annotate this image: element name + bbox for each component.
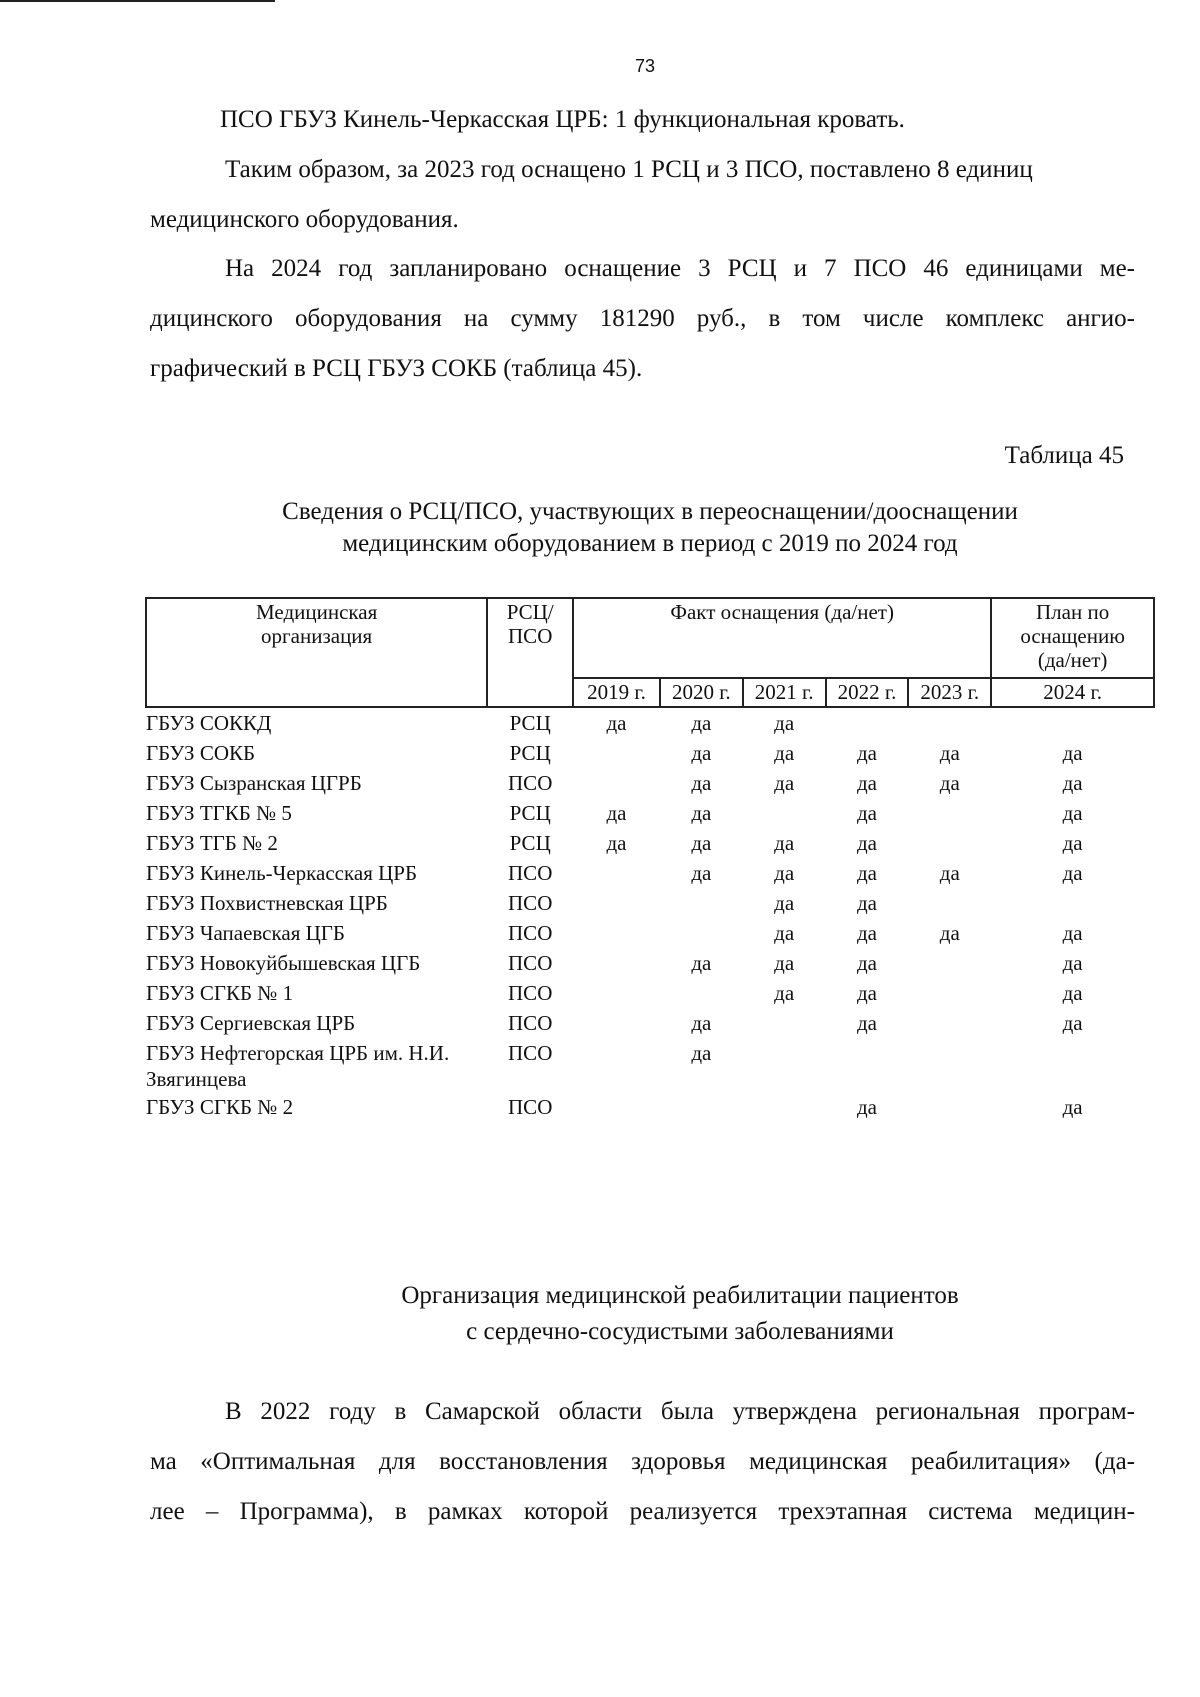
value-cell: да bbox=[856, 861, 877, 885]
value-cell bbox=[573, 948, 660, 978]
value-cell bbox=[743, 1038, 826, 1092]
value-cell: да bbox=[691, 741, 712, 765]
value-cell: да bbox=[939, 741, 960, 765]
table-row bbox=[146, 738, 1154, 768]
value-cell bbox=[573, 858, 660, 888]
value-cell bbox=[908, 888, 991, 918]
value-cell: да bbox=[691, 801, 712, 825]
value-cell: да bbox=[606, 711, 627, 735]
value-cell bbox=[573, 1008, 660, 1038]
table-row bbox=[146, 978, 1154, 1008]
value-cell bbox=[743, 1092, 826, 1122]
value-cell: да bbox=[774, 891, 795, 915]
header-year: 2020 г. bbox=[660, 678, 743, 707]
org-cell: ГБУЗ ТГКБ № 5 bbox=[146, 801, 292, 825]
value-cell: да bbox=[939, 861, 960, 885]
header-fact: Факт оснащения (да/нет) bbox=[573, 598, 991, 678]
value-cell: да bbox=[1062, 831, 1083, 855]
value-cell: да bbox=[856, 981, 877, 1005]
value-cell bbox=[660, 888, 743, 918]
paragraph-line: В 2022 году в Самарской области была утверждена региональная програм- bbox=[225, 1398, 1135, 1425]
table-title: Сведения о РСЦ/ПСО, участвующих в переоснащении/дооснащении медицинским оборудованием в период с 2019 по 2024 год bbox=[282, 498, 1018, 557]
value-cell bbox=[991, 1038, 1154, 1092]
value-cell: да bbox=[856, 771, 877, 795]
value-cell bbox=[573, 918, 660, 948]
paragraph-line: графический в РСЦ ГБУЗ СОКБ (таблица 45). bbox=[150, 355, 643, 382]
table-row bbox=[146, 828, 1154, 858]
value-cell: да bbox=[774, 951, 795, 975]
value-cell: да bbox=[691, 1041, 712, 1065]
value-cell bbox=[573, 1092, 660, 1122]
org-cell: ГБУЗ Сызранская ЦГРБ bbox=[146, 771, 362, 795]
value-cell: да bbox=[1062, 951, 1083, 975]
value-cell bbox=[908, 798, 991, 828]
value-cell bbox=[991, 707, 1154, 738]
paragraph-line: На 2024 год запланировано оснащение 3 РСЦ и 7 ПСО 46 единицами ме- bbox=[225, 255, 1135, 282]
value-cell: да bbox=[774, 981, 795, 1005]
type-cell: РСЦ bbox=[509, 831, 551, 855]
table-label: Таблица 45 bbox=[1004, 442, 1124, 469]
value-cell bbox=[826, 1038, 909, 1092]
table-row bbox=[146, 1038, 1154, 1092]
value-cell bbox=[743, 1008, 826, 1038]
org-cell: ГБУЗ Похвистневская ЦРБ bbox=[146, 891, 388, 915]
org-cell: ГБУЗ Нефтегорская ЦРБ им. Н.И. Звягинцева bbox=[146, 1041, 450, 1091]
value-cell bbox=[908, 1092, 991, 1122]
value-cell bbox=[908, 707, 991, 738]
type-cell: ПСО bbox=[508, 891, 553, 915]
value-cell: да bbox=[939, 771, 960, 795]
type-cell: ПСО bbox=[508, 1041, 553, 1065]
value-cell: да bbox=[691, 951, 712, 975]
value-cell bbox=[826, 707, 909, 738]
value-cell: да bbox=[856, 951, 877, 975]
value-cell bbox=[908, 978, 991, 1008]
value-cell: да bbox=[606, 831, 627, 855]
value-cell: да bbox=[1062, 741, 1083, 765]
value-cell: да bbox=[1062, 981, 1083, 1005]
org-cell: ГБУЗ Чапаевская ЦГБ bbox=[146, 921, 345, 945]
value-cell: да bbox=[691, 1011, 712, 1035]
org-cell: ГБУЗ СОККД bbox=[146, 711, 272, 735]
paragraph-line: дицинского оборудования на сумму 181290 руб., в том числе комплекс ангио- bbox=[150, 305, 1135, 332]
type-cell: РСЦ bbox=[509, 801, 551, 825]
value-cell bbox=[991, 888, 1154, 918]
header-year: 2021 г. bbox=[743, 678, 826, 707]
paragraph-line: Таким образом, за 2023 год оснащено 1 РСЦ и 3 ПСО, поставлено 8 единиц bbox=[225, 156, 1033, 183]
value-cell bbox=[573, 1038, 660, 1092]
value-cell: да bbox=[856, 1095, 877, 1119]
table-row bbox=[146, 707, 1154, 738]
value-cell: да bbox=[774, 921, 795, 945]
value-cell bbox=[573, 768, 660, 798]
type-cell: ПСО bbox=[508, 861, 553, 885]
value-cell: да bbox=[1062, 861, 1083, 885]
header-organization: Медицинская организация bbox=[146, 598, 487, 707]
value-cell: да bbox=[856, 921, 877, 945]
table-row bbox=[146, 1092, 1154, 1122]
value-cell: да bbox=[856, 741, 877, 765]
value-cell: да bbox=[1062, 771, 1083, 795]
value-cell: да bbox=[939, 921, 960, 945]
value-cell bbox=[908, 948, 991, 978]
value-cell: да bbox=[691, 861, 712, 885]
value-cell: да bbox=[1062, 1011, 1083, 1035]
type-cell: РСЦ bbox=[509, 741, 551, 765]
header-type: РСЦ/ ПСО bbox=[487, 598, 573, 707]
value-cell: да bbox=[691, 771, 712, 795]
table-row bbox=[146, 888, 1154, 918]
org-cell: ГБУЗ ТГБ № 2 bbox=[146, 831, 278, 855]
value-cell: да bbox=[774, 771, 795, 795]
type-cell: ПСО bbox=[508, 1011, 553, 1035]
org-cell: ГБУЗ СОКБ bbox=[146, 741, 256, 765]
value-cell: да bbox=[856, 891, 877, 915]
value-cell: да bbox=[774, 861, 795, 885]
org-cell: ГБУЗ СГКБ № 1 bbox=[146, 981, 294, 1005]
type-cell: ПСО bbox=[508, 771, 553, 795]
org-cell: ГБУЗ Кинель-Черкасская ЦРБ bbox=[146, 861, 418, 885]
type-cell: ПСО bbox=[508, 981, 553, 1005]
table-row bbox=[146, 768, 1154, 798]
value-cell bbox=[743, 798, 826, 828]
value-cell bbox=[908, 828, 991, 858]
value-cell bbox=[908, 1038, 991, 1092]
header-year: 2023 г. bbox=[908, 678, 991, 707]
org-cell: ГБУЗ Сергиевская ЦРБ bbox=[146, 1011, 356, 1035]
value-cell: да bbox=[691, 831, 712, 855]
paragraph-line: лее – Программа), в рамках которой реализуется трехэтапная система медицин- bbox=[150, 1498, 1135, 1525]
value-cell bbox=[660, 978, 743, 1008]
table-row bbox=[146, 918, 1154, 948]
type-cell: ПСО bbox=[508, 1095, 553, 1119]
page-number: 73 bbox=[634, 56, 656, 76]
table-row bbox=[146, 1008, 1154, 1038]
value-cell: да bbox=[691, 711, 712, 735]
type-cell: РСЦ bbox=[509, 711, 551, 735]
section-title: Организация медицинской реабилитации пациентов с сердечно-сосудистыми заболеваниями bbox=[401, 1282, 959, 1345]
value-cell bbox=[573, 978, 660, 1008]
top-rule bbox=[0, 0, 275, 2]
value-cell: да bbox=[856, 831, 877, 855]
table-row bbox=[146, 948, 1154, 978]
table-row bbox=[146, 858, 1154, 888]
value-cell: да bbox=[774, 711, 795, 735]
value-cell: да bbox=[856, 1011, 877, 1035]
value-cell bbox=[908, 1008, 991, 1038]
value-cell bbox=[573, 888, 660, 918]
value-cell: да bbox=[1062, 1095, 1083, 1119]
value-cell: да bbox=[774, 831, 795, 855]
value-cell: да bbox=[1062, 921, 1083, 945]
value-cell: да bbox=[774, 741, 795, 765]
type-cell: ПСО bbox=[508, 921, 553, 945]
org-cell: ГБУЗ СГКБ № 2 bbox=[146, 1095, 294, 1119]
equipment-table bbox=[145, 597, 1155, 1122]
value-cell: да bbox=[856, 801, 877, 825]
value-cell bbox=[660, 1092, 743, 1122]
type-cell: ПСО bbox=[508, 951, 553, 975]
paragraph-line: ма «Оптимальная для восстановления здоровья медицинская реабилитация» (да- bbox=[150, 1448, 1135, 1475]
header-year: 2019 г. bbox=[573, 678, 660, 707]
org-cell: ГБУЗ Новокуйбышевская ЦГБ bbox=[146, 951, 421, 975]
paragraph-line: ПСО ГБУЗ Кинель-Черкасская ЦРБ: 1 функциональная кровать. bbox=[220, 106, 905, 133]
value-cell bbox=[573, 738, 660, 768]
paragraph-line: медицинского оборудования. bbox=[150, 206, 459, 233]
header-year: 2024 г. bbox=[991, 678, 1154, 707]
value-cell: да bbox=[1062, 801, 1083, 825]
header-plan: План по оснащению (да/нет) bbox=[991, 598, 1154, 678]
header-year: 2022 г. bbox=[826, 678, 909, 707]
value-cell bbox=[660, 918, 743, 948]
value-cell: да bbox=[606, 801, 627, 825]
table-row bbox=[146, 798, 1154, 828]
